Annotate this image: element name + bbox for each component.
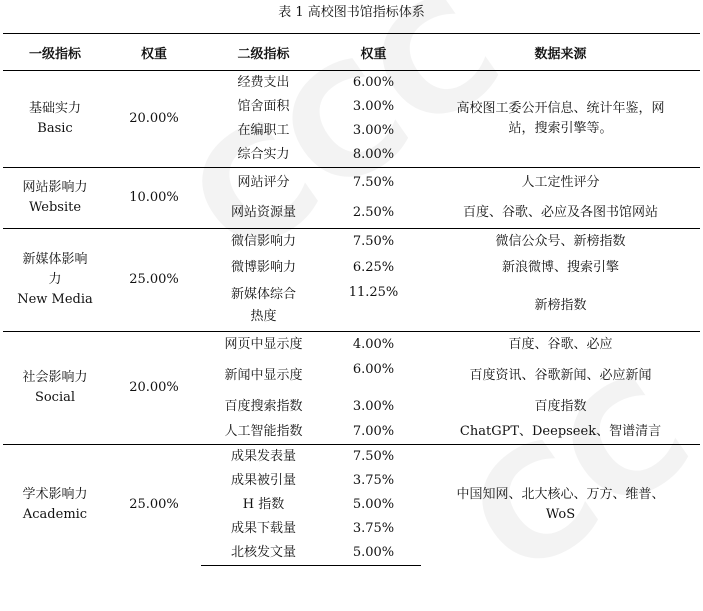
level1-cell: 网站影响力 Website [3, 168, 107, 229]
source-cell: 高校图工委公开信息、统计年鉴，网 站，搜索引擎等。 [421, 71, 700, 168]
header-weight1: 权重 [107, 34, 201, 71]
level2-weight: 7.50% [326, 229, 421, 256]
level1-weight: 25.00% [107, 229, 201, 332]
header-level2: 二级指标 [201, 34, 326, 71]
level2-weight: 2.50% [352, 205, 395, 220]
table-row [3, 229, 700, 256]
level2-weight: 7.50% [326, 445, 421, 470]
level2-name: 成果发表量 [201, 445, 326, 470]
level2-weight: 7.50% [326, 168, 421, 199]
table-row [3, 445, 700, 470]
level2-weight: 3.00% [352, 123, 395, 138]
level2-name: 综合实力 [237, 147, 290, 162]
level2-weight: 6.00% [326, 71, 421, 96]
source-cell: 人工定性评分 [421, 168, 700, 199]
source-cell: 百度指数 [534, 399, 587, 414]
level2-weight: 3.00% [352, 399, 395, 414]
level2-name: 微博影响力 [230, 260, 296, 275]
table-row [3, 71, 700, 96]
table-row [3, 332, 700, 359]
level2-name: 馆舍面积 [237, 99, 290, 114]
level2-weight: 8.00% [352, 147, 395, 162]
level1-cell: 基础实力 Basic [3, 71, 107, 168]
level2-name: 网站评分 [201, 168, 326, 199]
indicator-table [3, 33, 700, 566]
level2-weight: 11.25% [348, 285, 399, 300]
table-caption: 表 1 高校图书馆指标体系 [278, 5, 425, 20]
level2-name: 成果被引量 [230, 473, 296, 488]
level2-weight: 7.00% [352, 424, 395, 439]
source-cell: 中国知网、北大核心、万方、维普、 WoS [421, 445, 700, 566]
level2-name: H 指数 [242, 497, 285, 512]
level1-weight: 20.00% [107, 71, 201, 168]
source-cell: 微信公众号、新榜指数 [421, 229, 700, 256]
level2-weight: 4.00% [326, 332, 421, 359]
level1-weight: 20.00% [107, 332, 201, 445]
source-cell: 百度、谷歌、必应及各图书馆网站 [462, 205, 658, 220]
level2-weight: 6.25% [352, 260, 395, 275]
level1-weight: 10.00% [107, 168, 201, 229]
source-cell: 百度资讯、谷歌新闻、必应新闻 [469, 368, 652, 383]
level2-weight: 3.00% [352, 99, 395, 114]
level2-name: 新闻中显示度 [224, 368, 303, 383]
header-weight2: 权重 [326, 34, 421, 71]
level2-name: 经费支出 [201, 71, 326, 96]
level1-cell: 新媒体影响 力 New Media [3, 229, 107, 332]
level2-name: 新媒体综合 热度 [230, 287, 296, 324]
source-cell: 新榜指数 [534, 298, 587, 313]
level2-name: 北核发文量 [201, 541, 326, 566]
level2-weight: 6.00% [352, 362, 395, 377]
level2-name: 网页中显示度 [201, 332, 326, 359]
level2-name: 百度搜索指数 [224, 399, 303, 414]
level2-name: 微信影响力 [201, 229, 326, 256]
table-row [3, 168, 700, 199]
source-cell: ChatGPT、Deepseek、智谱清言 [459, 424, 662, 439]
header-level1: 一级指标 [3, 34, 107, 71]
source-cell: 新浪微博、搜索引擎 [501, 260, 619, 275]
level2-weight: 3.75% [352, 521, 395, 536]
level1-cell: 社会影响力 Social [3, 332, 107, 445]
level2-name: 人工智能指数 [224, 424, 303, 439]
level2-name: 成果下载量 [230, 521, 296, 536]
level1-weight: 25.00% [107, 445, 201, 566]
level1-cell: 学术影响力 Academic [3, 445, 107, 566]
source-cell: 百度、谷歌、必应 [421, 332, 700, 359]
header-source: 数据来源 [421, 34, 700, 71]
level2-weight: 5.00% [352, 497, 395, 512]
level2-weight: 5.00% [326, 541, 421, 566]
level2-name: 在编职工 [237, 123, 290, 138]
level2-weight: 3.75% [352, 473, 395, 488]
header-row [3, 34, 700, 71]
level2-name: 网站资源量 [230, 205, 296, 220]
